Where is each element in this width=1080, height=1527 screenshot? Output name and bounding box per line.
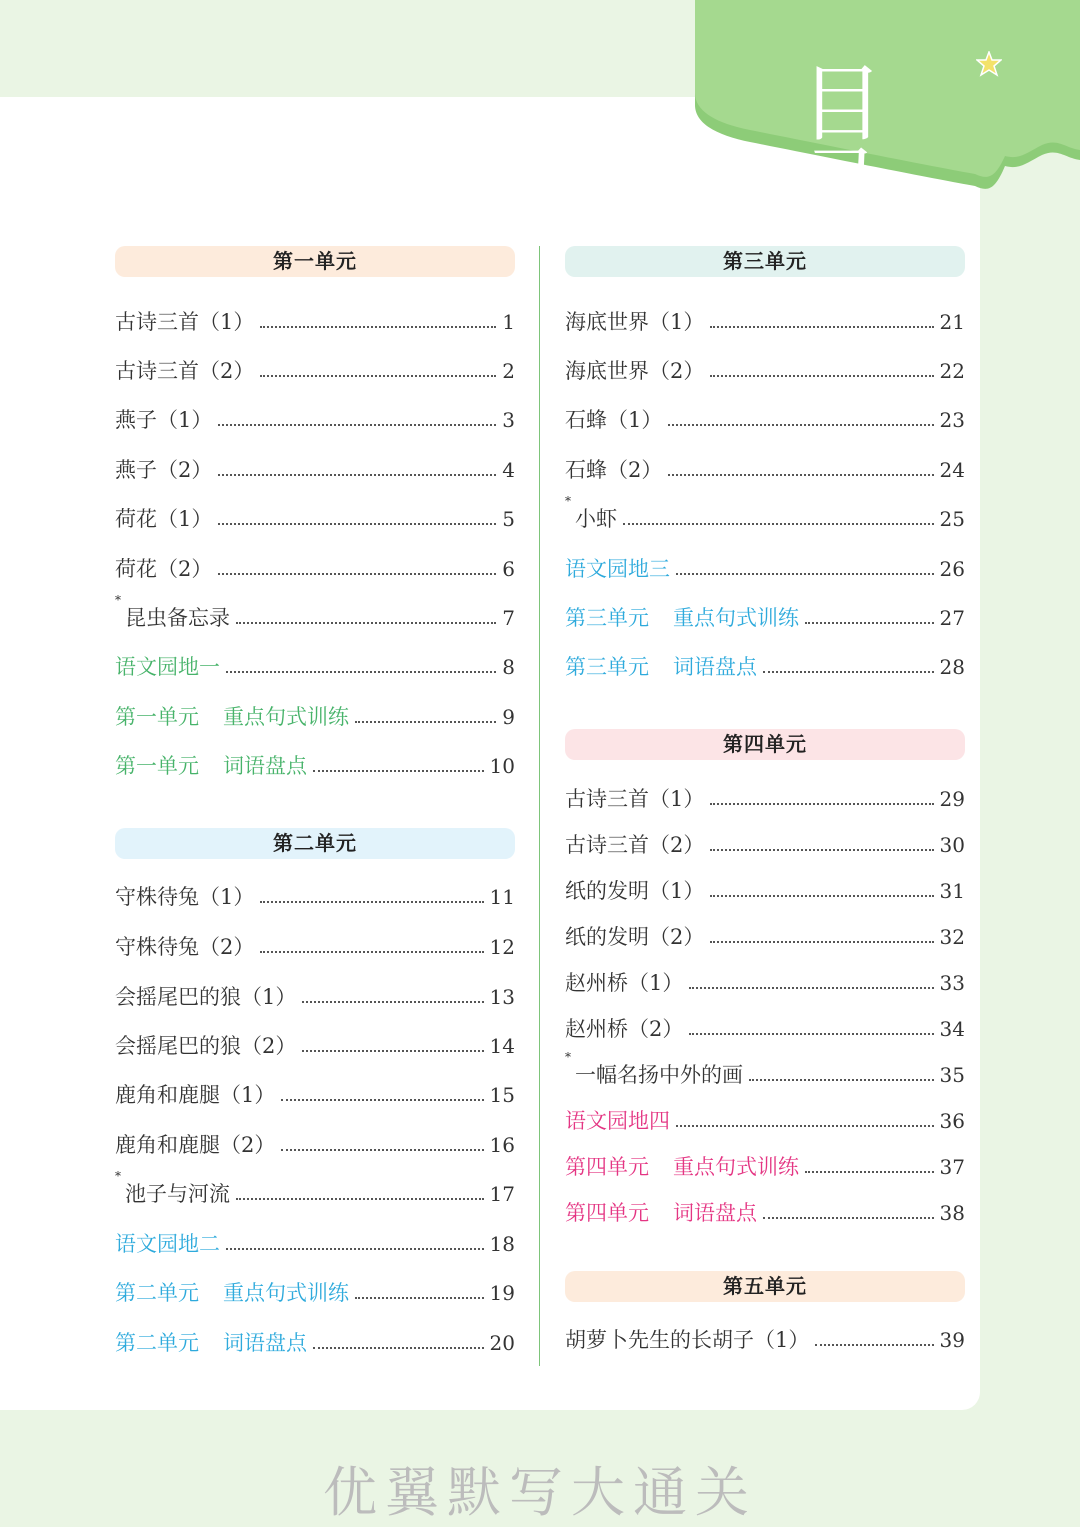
toc-entry-title-text: 胡萝卜先生的长胡子（1） [565, 1328, 810, 1352]
toc-entry-title-text: 小虾 [575, 507, 617, 531]
toc-page-number: 9 [502, 705, 515, 729]
toc-page-number: 15 [489, 1083, 515, 1107]
toc-page-number: 37 [939, 1155, 965, 1179]
toc-entry[interactable] [115, 932, 515, 962]
unit-header: 第四单元 [565, 729, 965, 760]
dot-leader [260, 326, 496, 328]
toc-entry-title-text: 会摇尾巴的狼（1） [115, 985, 297, 1009]
dot-leader [710, 849, 933, 851]
unit-header: 第五单元 [565, 1271, 965, 1302]
toc-entry-subtitle: 重点句式训练 [223, 1281, 349, 1305]
toc-entry-title [115, 593, 230, 633]
toc-entry[interactable] [115, 1080, 515, 1110]
toc-entry-title-text: 会摇尾巴的狼（2） [115, 1034, 297, 1058]
toc-entry[interactable] [115, 982, 515, 1012]
dot-leader [236, 1198, 484, 1200]
dot-leader [668, 474, 933, 476]
toc-page-number: 14 [489, 1034, 515, 1058]
dot-leader [260, 951, 483, 953]
toc-entry-subtitle: 重点句式训练 [223, 705, 349, 729]
toc-entry[interactable] [115, 1169, 515, 1209]
toc-page-number: 5 [502, 507, 515, 531]
dot-leader [260, 375, 496, 377]
toc-entry-title-text: 语文园地三 [565, 557, 670, 581]
toc-entry[interactable] [115, 652, 515, 682]
dot-leader [302, 1001, 483, 1003]
toc-entry-title [115, 932, 254, 962]
toc-entry-title-text: 第三单元 [565, 606, 649, 630]
toc-entry[interactable] [115, 1328, 515, 1358]
toc-page-number: 28 [939, 655, 965, 679]
toc-entry-title [115, 1169, 230, 1209]
toc-entry-title [115, 307, 254, 337]
toc-entry-title-text: 语文园地一 [115, 655, 220, 679]
page-title: 目录 [800, 55, 907, 237]
dot-leader [226, 671, 496, 673]
toc-page-number: 23 [939, 408, 965, 432]
toc-entry[interactable] [565, 830, 965, 860]
dot-leader [218, 523, 496, 525]
toc-entry-title-text: 第一单元 [115, 705, 199, 729]
toc-entry-title [565, 494, 617, 534]
toc-entry-title-text: 第三单元 [565, 655, 649, 679]
toc-entry-title-text: 石蜂（1） [565, 408, 663, 432]
dot-leader [763, 671, 934, 673]
toc-entry[interactable] [565, 455, 965, 485]
toc-entry[interactable] [115, 356, 515, 386]
toc-page-number: 33 [939, 971, 965, 995]
toc-page-number: 10 [489, 754, 515, 778]
unit-header: 第二单元 [115, 828, 515, 859]
toc-page-number: 12 [489, 935, 515, 959]
toc-page-number: 25 [939, 507, 965, 531]
toc-entry[interactable] [115, 1229, 515, 1259]
toc-entry-title-text: 赵州桥（1） [565, 971, 684, 995]
toc-entry[interactable] [565, 405, 965, 435]
toc-entry-title [565, 405, 662, 435]
toc-page-number: 26 [939, 557, 965, 581]
toc-entry-title [115, 1278, 349, 1308]
toc-page-number: 8 [502, 655, 515, 679]
toc-page-number: 32 [939, 925, 965, 949]
toc-entry-title-text: 古诗三首（2） [565, 833, 705, 857]
toc-page-number: 35 [939, 1063, 965, 1087]
optional-lesson-star: * [565, 1050, 571, 1064]
toc-entry-title [565, 455, 662, 485]
unit-header: 第三单元 [565, 246, 965, 277]
optional-lesson-star: * [115, 593, 121, 607]
toc-entry[interactable] [115, 751, 515, 781]
toc-page-number: 36 [939, 1109, 965, 1133]
toc-page-number: 27 [939, 606, 965, 630]
toc-entry[interactable] [565, 603, 965, 633]
toc-entry-title [115, 982, 296, 1012]
toc-entry-title [565, 922, 704, 952]
toc-page-number: 30 [939, 833, 965, 857]
toc-entry-title [115, 504, 212, 534]
toc-page-number: 39 [939, 1328, 965, 1352]
toc-entry-title-text: 第四单元 [565, 1201, 649, 1225]
toc-entry-subtitle: 词语盘点 [223, 754, 307, 778]
dot-leader [623, 523, 934, 525]
footer-brand: 优翼默写大通关 [323, 1461, 757, 1524]
toc-entry[interactable] [565, 356, 965, 386]
toc-entry-subtitle: 重点句式训练 [673, 606, 799, 630]
dot-leader [236, 622, 496, 624]
toc-entry-title [565, 1014, 683, 1044]
toc-page-number: 18 [489, 1232, 515, 1256]
toc-page-number: 34 [939, 1017, 965, 1041]
toc-entry-title [115, 554, 212, 584]
toc-page-number: 3 [502, 408, 515, 432]
toc-entry-title [565, 876, 704, 906]
dot-leader [218, 474, 496, 476]
dot-leader [815, 1344, 933, 1346]
toc-entry-title-text: 荷花（1） [115, 507, 213, 531]
toc-entry-title [115, 1080, 275, 1110]
toc-entry[interactable] [565, 1152, 965, 1182]
toc-entry-title-text: 石蜂（2） [565, 458, 663, 482]
toc-entry[interactable] [115, 1278, 515, 1308]
toc-entry[interactable] [565, 968, 965, 998]
toc-page-number: 19 [489, 1281, 515, 1305]
toc-entry-title-text: 燕子（2） [115, 458, 213, 482]
toc-entry[interactable] [115, 554, 515, 584]
toc-entry[interactable] [115, 593, 515, 633]
toc-entry-title [565, 356, 704, 386]
toc-entry-title-text: 一幅名扬中外的画 [575, 1063, 743, 1087]
dot-leader [710, 803, 933, 805]
toc-entry-title [115, 702, 349, 732]
toc-entry-title-text: 守株待兔（1） [115, 885, 255, 909]
unit-header: 第一单元 [115, 246, 515, 277]
toc-page-number: 4 [502, 458, 515, 482]
dot-leader [355, 721, 496, 723]
toc-entry-title-text: 燕子（1） [115, 408, 213, 432]
toc-page-number: 7 [502, 606, 515, 630]
toc-entry-title-text: 昆虫备忘录 [125, 606, 230, 630]
dot-leader [313, 770, 484, 772]
toc-entry[interactable] [565, 1198, 965, 1228]
toc-entry-title-text: 古诗三首（2） [115, 359, 255, 383]
dot-leader [689, 1033, 933, 1035]
toc-entry-title [115, 1130, 275, 1160]
toc-entry-subtitle: 词语盘点 [223, 1331, 307, 1355]
toc-entry-title [115, 751, 307, 781]
dot-leader [218, 573, 496, 575]
toc-entry[interactable] [565, 784, 965, 814]
toc-entry-subtitle: 词语盘点 [673, 655, 757, 679]
toc-entry-title [565, 554, 670, 584]
toc-entry-title-text: 海底世界（1） [565, 310, 705, 334]
toc-entry-title [565, 830, 704, 860]
toc-entry-title-text: 古诗三首（1） [565, 787, 705, 811]
toc-entry-title [565, 1106, 670, 1136]
toc-page-number: 6 [502, 557, 515, 581]
toc-entry[interactable] [565, 554, 965, 584]
toc-entry-title-text: 第一单元 [115, 754, 199, 778]
dot-leader [689, 987, 933, 989]
toc-entry[interactable] [115, 307, 515, 337]
star-icon [976, 51, 1002, 77]
toc-entry[interactable] [115, 882, 515, 912]
toc-entry-title [115, 356, 254, 386]
toc-entry-title-text: 荷花（2） [115, 557, 213, 581]
toc-page-number: 2 [502, 359, 515, 383]
toc-entry-title-text: 池子与河流 [125, 1182, 230, 1206]
toc-page-number: 11 [489, 885, 515, 909]
dot-leader [710, 375, 933, 377]
toc-entry-title-text: 第四单元 [565, 1155, 649, 1179]
toc-entry-title [565, 1325, 809, 1355]
dot-leader [313, 1347, 484, 1349]
toc-page-number: 38 [939, 1201, 965, 1225]
toc-page-number: 29 [939, 787, 965, 811]
toc-entry-title [115, 1229, 220, 1259]
toc-entry-title-text: 海底世界（2） [565, 359, 705, 383]
toc-entry-title [565, 784, 704, 814]
toc-page-number: 20 [489, 1331, 515, 1355]
optional-lesson-star: * [565, 494, 571, 508]
toc-entry-title-text: 第二单元 [115, 1331, 199, 1355]
toc-entry-title [565, 1152, 799, 1182]
toc-entry-title [115, 652, 220, 682]
toc-page-number: 22 [939, 359, 965, 383]
toc-entry-title [115, 1328, 307, 1358]
toc-entry[interactable] [565, 494, 965, 534]
toc-entry-title-text: 纸的发明（1） [565, 879, 705, 903]
dot-leader [355, 1297, 484, 1299]
toc-entry-title-text: 守株待兔（2） [115, 935, 255, 959]
toc-entry-title-text: 语文园地四 [565, 1109, 670, 1133]
toc-entry-title-text: 纸的发明（2） [565, 925, 705, 949]
dot-leader [710, 941, 933, 943]
toc-entry[interactable] [115, 455, 515, 485]
toc-entry[interactable] [565, 652, 965, 682]
dot-leader [281, 1149, 483, 1151]
toc-entry-title [115, 882, 254, 912]
dot-leader [763, 1217, 934, 1219]
toc-entry[interactable] [565, 922, 965, 952]
dot-leader [226, 1248, 484, 1250]
toc-page-number: 31 [939, 879, 965, 903]
toc-entry-title [565, 1198, 757, 1228]
toc-entry-title-text: 古诗三首（1） [115, 310, 255, 334]
toc-entry[interactable] [115, 1031, 515, 1061]
toc-entry[interactable] [565, 1325, 965, 1355]
dot-leader [668, 424, 933, 426]
toc-entry-title [115, 405, 212, 435]
toc-entry[interactable] [565, 876, 965, 906]
toc-page-number: 13 [489, 985, 515, 1009]
dot-leader [218, 424, 496, 426]
dot-leader [260, 901, 483, 903]
dot-leader [710, 326, 933, 328]
optional-lesson-star: * [115, 1169, 121, 1183]
toc-entry-subtitle: 重点句式训练 [673, 1155, 799, 1179]
toc-page-number: 21 [939, 310, 965, 334]
toc-entry[interactable] [115, 1130, 515, 1160]
toc-entry-title [565, 307, 704, 337]
toc-page-number: 1 [502, 310, 515, 334]
toc-entry-subtitle: 词语盘点 [673, 1201, 757, 1225]
toc-entry-title-text: 赵州桥（2） [565, 1017, 684, 1041]
toc-entry-title-text: 鹿角和鹿腿（1） [115, 1083, 276, 1107]
toc-entry[interactable] [565, 1014, 965, 1044]
toc-entry[interactable] [565, 1106, 965, 1136]
dot-leader [710, 895, 933, 897]
toc-entry-title-text: 第二单元 [115, 1281, 199, 1305]
toc-entry-title [565, 968, 683, 998]
toc-entry[interactable] [115, 405, 515, 435]
toc-entry[interactable] [115, 702, 515, 732]
toc-entry-title [115, 1031, 296, 1061]
toc-page-number: 17 [489, 1182, 515, 1206]
column-divider [539, 246, 540, 1366]
toc-page-number: 24 [939, 458, 965, 482]
toc-entry-title-text: 鹿角和鹿腿（2） [115, 1133, 276, 1157]
toc-entry[interactable] [565, 1050, 965, 1090]
toc-entry-title [115, 455, 212, 485]
dot-leader [676, 573, 934, 575]
toc-page-number: 16 [489, 1133, 515, 1157]
toc-entry[interactable] [115, 504, 515, 534]
toc-entry[interactable] [565, 307, 965, 337]
dot-leader [805, 1171, 934, 1173]
dot-leader [676, 1125, 934, 1127]
toc-entry-title [565, 603, 799, 633]
toc-entry-title [565, 652, 757, 682]
toc-entry-title [565, 1050, 743, 1090]
dot-leader [281, 1099, 483, 1101]
toc-entry-title-text: 语文园地二 [115, 1232, 220, 1256]
dot-leader [302, 1050, 483, 1052]
dot-leader [805, 622, 934, 624]
dot-leader [749, 1079, 934, 1081]
